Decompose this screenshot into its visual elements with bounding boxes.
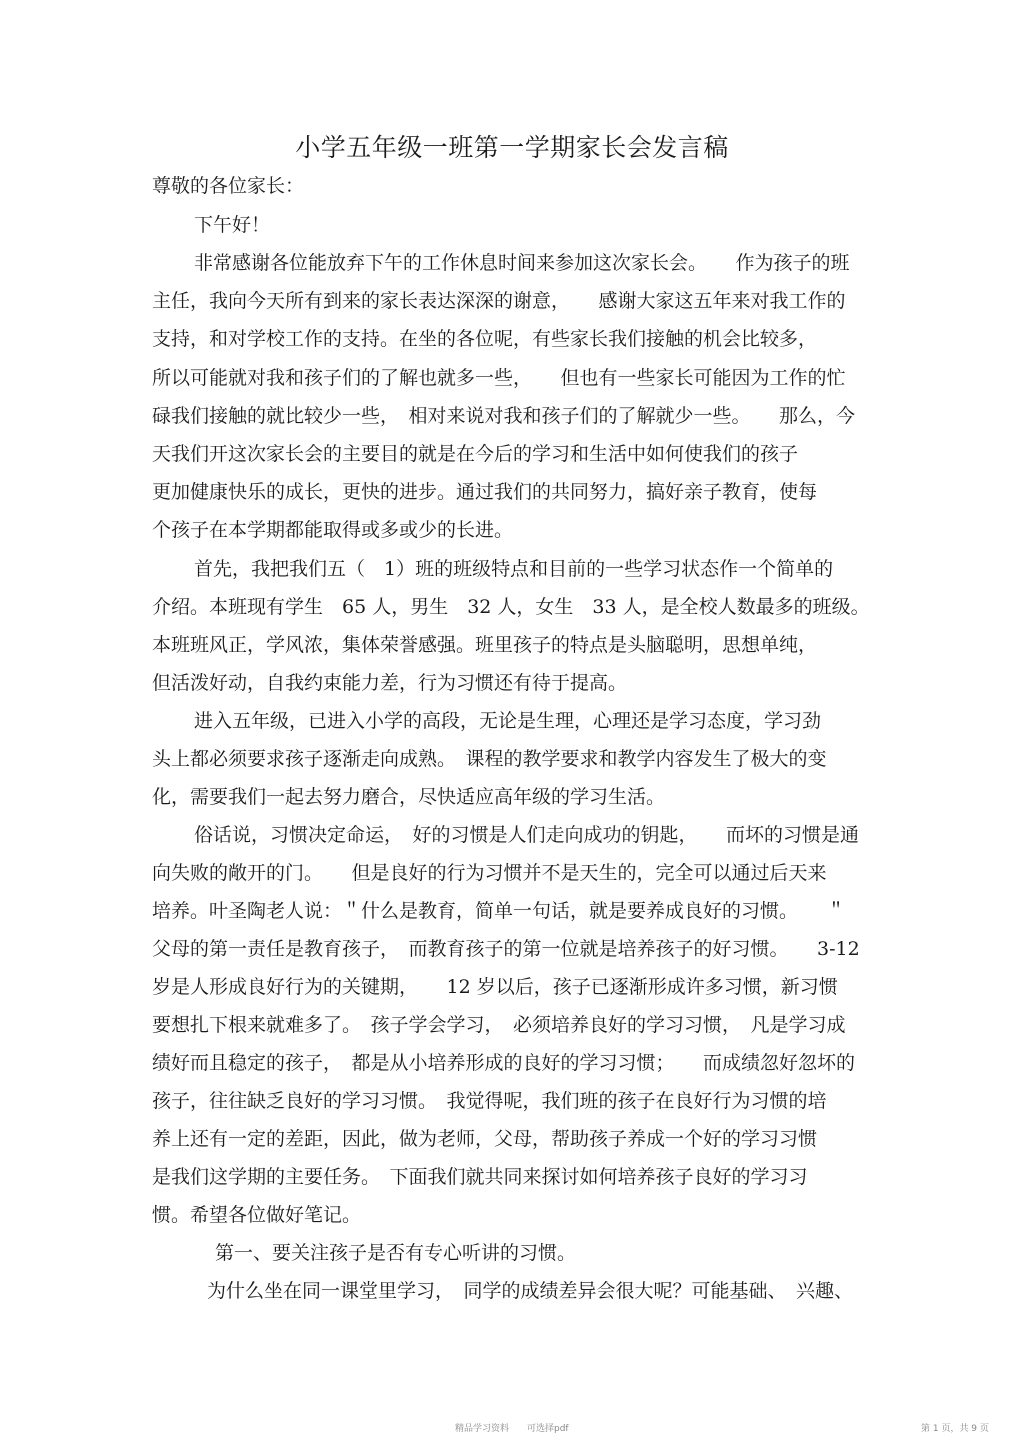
text-line: 更加健康快乐的成长，更快的进步。通过我们的共同努力，搞好亲子教育，使每 — [152, 481, 818, 503]
text-line: 主任，我向今天所有到来的家长表达深深的谢意， 感谢大家这五年来对我工作的 — [152, 290, 846, 312]
text-line: 孩子，往往缺乏良好的学习习惯。 我觉得呢，我们班的孩子在良好行为习惯的培 — [152, 1090, 827, 1112]
text-line: 化，需要我们一起去努力磨合，尽快适应高年级的学习生活。 — [152, 786, 666, 808]
section-heading: 第一、要关注孩子是否有专心听讲的习惯。 — [215, 1242, 577, 1264]
text-line: 天我们开这次家长会的主要目的就是在今后的学习和生活中如何使我们的孩子 — [152, 443, 799, 465]
text-line: 首先，我把我们五（ 1）班的班级特点和目前的一些学习状态作一个简单的 — [194, 558, 834, 580]
text-line: 惯。希望各位做好笔记。 — [152, 1204, 362, 1226]
text-line: 碌我们接触的就比较少一些， 相对来说对我和孩子们的了解就少一些。 那么，今 — [152, 405, 856, 427]
text-line: 进入五年级，已进入小学的高段，无论是生理，心理还是学习态度，学习劲 — [194, 710, 822, 732]
document-title: 小学五年级一班第一学期家长会发言稿 — [295, 133, 729, 162]
text-line: 是我们这学期的主要任务。 下面我们就共同来探讨如何培养孩子良好的学习习 — [152, 1166, 808, 1188]
text-line: 岁是人形成良好行为的关键期， 12 岁以后，孩子已逐渐形成许多习惯，新习惯 — [152, 976, 838, 998]
text-line: 尊敬的各位家长： — [152, 175, 305, 197]
text-line: 养上还有一定的差距，因此，做为老师，父母，帮助孩子养成一个好的学习习惯 — [152, 1128, 818, 1150]
text-line: 头上都必须要求孩子逐渐走向成熟。 课程的教学要求和教学内容发生了极大的变 — [152, 748, 827, 770]
text-line: 介绍。本班现有学生 65 人，男生 32 人，女生 33 人，是全校人数最多的班级。 — [152, 596, 870, 618]
text-line: 所以可能就对我和孩子们的了解也就多一些， 但也有一些家长可能因为工作的忙 — [152, 367, 846, 389]
text-line: 父母的第一责任是教育孩子， 而教育孩子的第一位就是培养孩子的好习惯。 3-12 — [152, 938, 860, 960]
text-line: 为什么坐在同一课堂里学习， 同学的成绩差异会很大呢？可能基础、 兴趣、 — [207, 1280, 854, 1302]
text-line: 下午好！ — [194, 214, 271, 236]
text-line: 要想扎下根来就难多了。 孩子学会学习， 必须培养良好的学习习惯， 凡是学习成 — [152, 1014, 846, 1036]
text-line: 绩好而且稳定的孩子， 都是从小培养形成的良好的学习习惯； 而成绩忽好忽坏的 — [152, 1052, 856, 1074]
text-line: 俗话说，习惯决定命运， 好的习惯是人们走向成功的钥匙， 而坏的习惯是通 — [194, 824, 860, 846]
text-line: 但活泼好动，自我约束能力差，行为习惯还有待于提高。 — [152, 672, 628, 694]
text-line: 支持，和对学校工作的支持。在坐的各位呢，有些家长我们接触的机会比较多， — [152, 328, 818, 350]
text-line: 本班班风正，学风浓，集体荣誉感强。班里孩子的特点是头脑聪明，思想单纯， — [152, 634, 818, 656]
footer-watermark: 精品学习资料 可选择pdf — [455, 1424, 569, 1434]
text-line: 培养。叶圣陶老人说：＂什么是教育，简单一句话，就是要养成良好的习惯。 ＂ — [152, 900, 846, 922]
text-line: 非常感谢各位能放弃下午的工作休息时间来参加这次家长会。 作为孩子的班 — [194, 252, 850, 274]
text-line: 向失败的敞开的门。 但是良好的行为习惯并不是天生的，完全可以通过后天来 — [152, 862, 827, 884]
text-line: 个孩子在本学期都能取得或多或少的长进。 — [152, 519, 514, 541]
page-number: 第 1 页，共 9 页 — [921, 1424, 989, 1434]
